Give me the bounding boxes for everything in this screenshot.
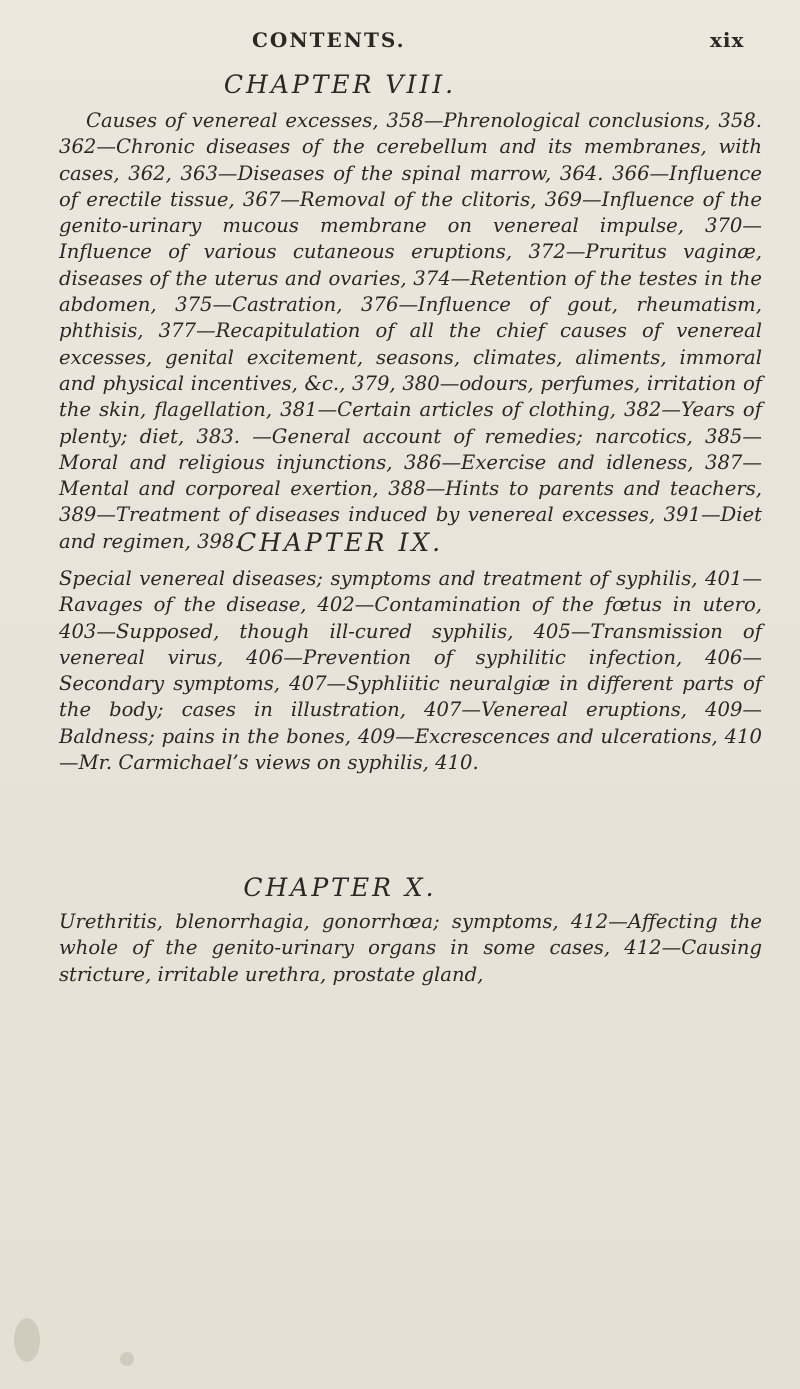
chapter-heading-viii: CHAPTER VIII. — [223, 70, 457, 99]
running-head — [0, 28, 800, 58]
paper-stain — [120, 1352, 134, 1366]
chapter-heading-x: CHAPTER X. — [243, 873, 437, 902]
running-head-title: CONTENTS. — [252, 28, 406, 52]
chapter-x-contents: Urethritis, blenorrhagia, gonorrhœa; symptoms, 412—Affecting the whole of the genito-urinary organs in some cases, 412—Causing stricture, irritable urethra, prostate gland, — [59, 910, 762, 986]
chapter-heading-ix: CHAPTER IX. — [236, 528, 444, 557]
paper-stain — [14, 1318, 40, 1362]
page-number: xix — [710, 28, 745, 52]
chapter-ix-contents: Special venereal diseases; symptoms and treatment of syphilis, 401—Ravages of the disease, 402—Contamination of the fœtus in utero, 403—Supposed, though ill-cured syphilis, 405—Transmission of venereal virus, 406—Prevention of syphilitic infection, 406—Secondary symptoms, 407—Syphliitic neuralgiæ in different parts of the body; cases in illustration, 407—Venereal eruptions, 409—Baldness; pains in the bones, 409—Excrescences and ulcerations, 410—Mr. Carmichael’s views on syphilis, 410. — [59, 567, 762, 775]
chapter-viii-contents: Causes of venereal excesses, 358—Phrenological conclusions, 358. 362—Chronic diseases of the cerebellum and its membranes, with cases, 362, 363—Diseases of the spinal marrow, 364. 366—Influence of erectile tissue, 367—Removal of the clitoris, 369—Influence of the genito-urinary mucous membrane on venereal impulse, 370—Influence of various cutaneous eruptions, 372—Pruritus vaginæ, diseases of the uterus and ovaries, 374—Retention of the testes in the abdomen, 375—Castration, 376—Influence of gout, rheumatism, phthisis, 377—Recapitulation of all the chief causes of venereal excesses, genital excitement, seasons, climates, aliments, immoral and physical incentives, &c., 379, 380—odours, perfumes, irritation of the skin, flagellation, 381—Certain articles of clothing, 382—Years of plenty; diet, 383. —General account of remedies; narcotics, 385—Moral and religious injunctions, 386—Exercise and idleness, 387—Mental and corporeal exertion, 388—Hints to parents and teachers, 389—Treatment of diseases induced by venereal excesses, 391—Diet and regimen, 398. — [59, 109, 762, 553]
